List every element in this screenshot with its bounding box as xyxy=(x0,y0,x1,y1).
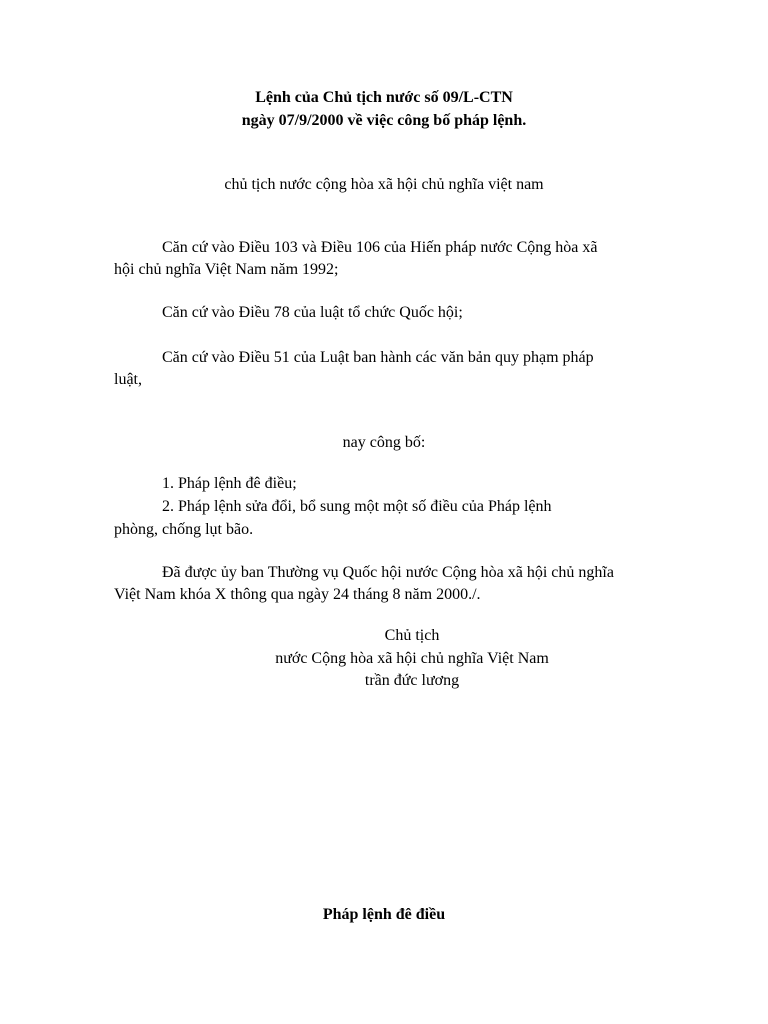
preamble-2: Căn cứ vào Điều 78 của luật tổ chức Quốc hội; xyxy=(162,304,463,321)
preamble-1-line-2: hội chủ nghĩa Việt Nam năm 1992; xyxy=(114,261,339,278)
footer-section-title: Pháp lệnh đê điều xyxy=(322,906,446,923)
preamble-3-line-2: luật, xyxy=(114,371,142,388)
signature-name: trần đức lương xyxy=(364,672,460,689)
item-1: 1. Pháp lệnh đê điều; xyxy=(162,475,297,492)
document-title-line-2: ngày 07/9/2000 về việc công bố pháp lệnh. xyxy=(241,112,527,129)
document-title-line-1: Lệnh của Chủ tịch nước số 09/L-CTN xyxy=(255,89,513,106)
announce-line: nay công bố: xyxy=(342,434,426,451)
signature-role: Chủ tịch xyxy=(384,627,440,644)
adoption-line-1: Đã được ủy ban Thường vụ Quốc hội nước Cộng hòa xã hội chủ nghĩa xyxy=(162,564,614,581)
preamble-3-line-1: Căn cứ vào Điều 51 của Luật ban hành các văn bản quy phạm pháp xyxy=(162,349,594,366)
signature-org: nước Cộng hòa xã hội chủ nghĩa Việt Nam xyxy=(275,650,549,667)
issuer-heading: chủ tịch nước cộng hòa xã hội chủ nghĩa việt nam xyxy=(224,176,544,193)
adoption-line-2: Việt Nam khóa X thông qua ngày 24 tháng 8 năm 2000./. xyxy=(114,586,481,603)
item-2-line-2: phòng, chống lụt bão. xyxy=(114,521,254,538)
preamble-1-line-1: Căn cứ vào Điều 103 và Điều 106 của Hiến pháp nước Cộng hòa xã xyxy=(162,239,598,256)
item-2-line-1: 2. Pháp lệnh sửa đổi, bổ sung một một số điều của Pháp lệnh xyxy=(162,498,552,515)
